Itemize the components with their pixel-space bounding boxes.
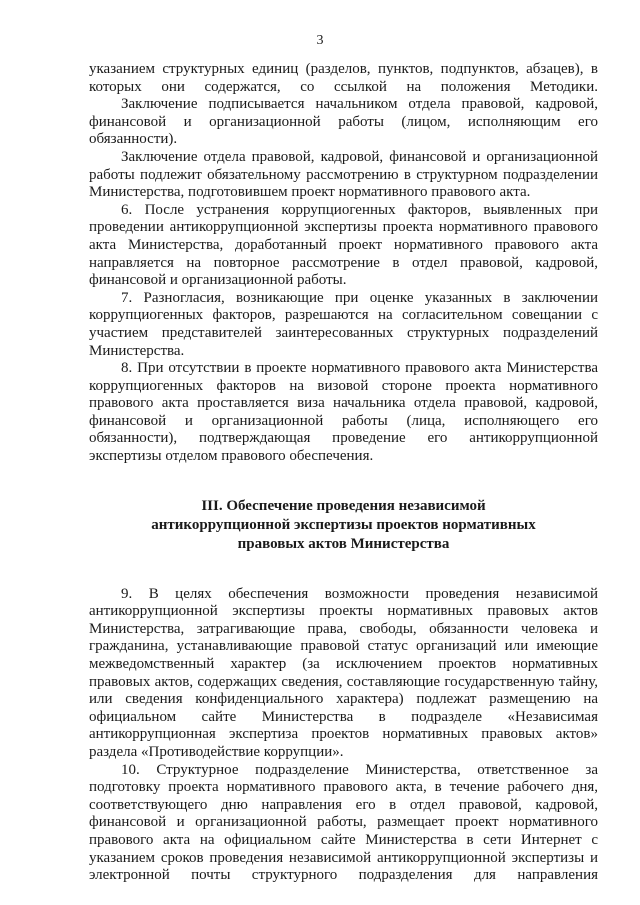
paragraph-item-9: 9. В целях обеспечения возможности проведения независимой антикоррупционной экспертизы проекты нормативных правовых актов Министерства, затрагивающие права, свободы, обязанности человека и гражданина, устанавливающие правовой статус организаций или имеющие межведомственный характер (за исключением проектов нормативных правовых актов, содержащих сведения, составляющие государственную тайну, или сведения конфиденциального характера) подлежат размещению на официальном сайте Министерства в подразделе «Независимая антикоррупционная экспертиза проектов нормативных правовых актов» раздела «Противодействие коррупции». <box>89 585 598 760</box>
section-heading <box>89 497 598 554</box>
paragraph-item-7: 7. Разногласия, возникающие при оценке указанных в заключении коррупциогенных факторов, разрешаются на согласительном совещании с участием представителей заинтересованных структурных подразделений Министерства. <box>89 289 598 359</box>
page-number: 3 <box>316 33 324 48</box>
section-heading-line: антикоррупционной экспертизы проектов нормативных <box>151 516 536 533</box>
paragraph-signature: Заключение подписывается начальником отдела правовой, кадровой, финансовой и организационной работы (лицом, исполняющим его обязанности). <box>89 96 598 148</box>
section-heading-line: правовых актов Министерства <box>237 535 450 552</box>
paragraph-item-6: 6. После устранения коррупциогенных факторов, выявленных при проведении антикоррупционной экспертизы проекта нормативного правового акта Министерства, доработанный проект нормативного правового акта направляется на повторное рассмотрение в отдел правовой, кадровой, финансовой и организационной работы. <box>89 201 598 289</box>
section-heading-line: III. Обеспечение проведения независимой <box>201 497 486 514</box>
paragraph-item-8: 8. При отсутствии в проекте нормативного правового акта Министерства коррупциогенных факторов на визовой стороне проекта нормативного правового акта проставляется виза начальника отдела правовой, кадровой, финансовой и организационной работы (лица, исполняющего его обязанности), подтверждающая проведение его антикоррупционной экспертизы отделом правового обеспечения. <box>89 360 598 465</box>
paragraph-continuation: указанием структурных единиц (разделов, пунктов, подпунктов, абзацев), в которых они содержатся, со ссылкой на положения Методики. <box>89 61 598 95</box>
paragraph-item-10: 10. Структурное подразделение Министерства, ответственное за подготовку проекта нормативного правового акта, в течение рабочего дня, соответствующего дню направления его в отдел правовой, кадровой, финансовой и организационной работы, размещает проект нормативного правового акта на официальном сайте Министерства в сети Интернет с указанием сроков проведения независимой антикоррупционной экспертизы и электронной почты структурного подразделения для направления <box>89 761 598 884</box>
paragraph-review: Заключение отдела правовой, кадровой, финансовой и организационной работы подлежит обязательному рассмотрению в структурном подразделении Министерства, подготовившем проект нормативного правового акта. <box>89 148 598 201</box>
document-body <box>89 61 598 885</box>
